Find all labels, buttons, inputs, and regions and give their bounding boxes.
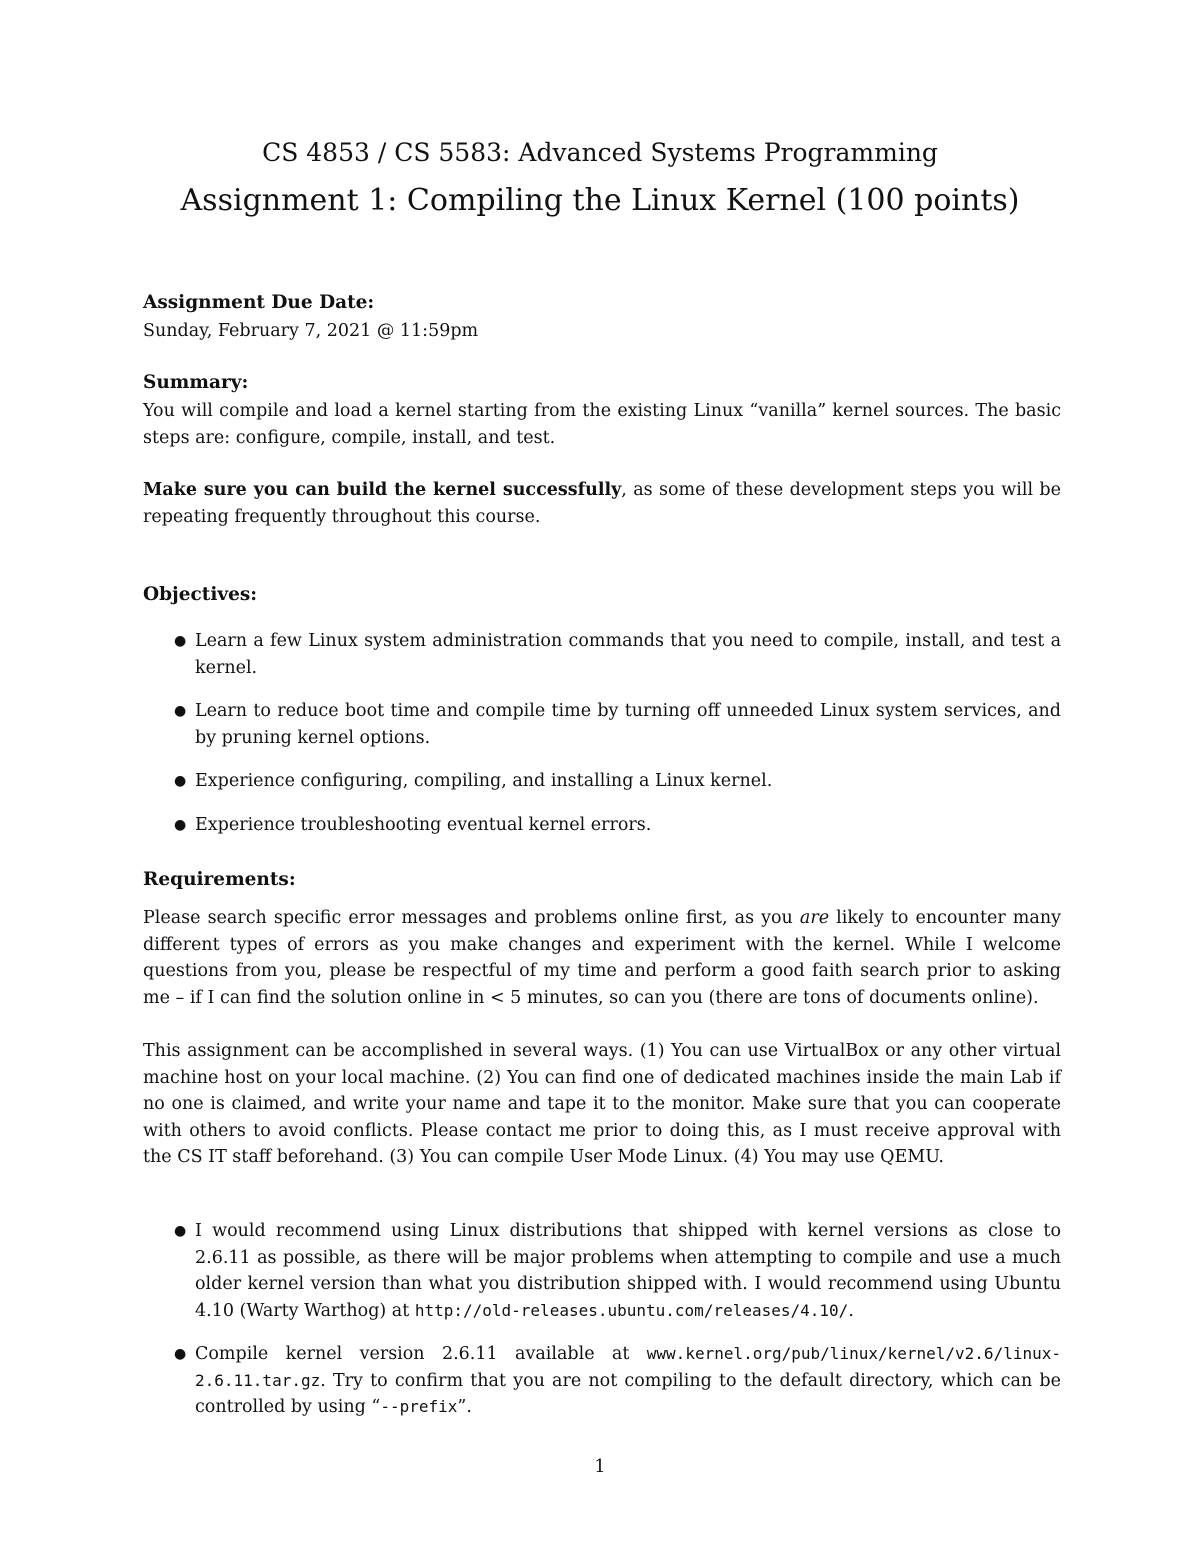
summary-rest-text: , as some of these development steps you will be repeating frequently throughout this course. <box>143 480 1061 527</box>
list-item: ● Learn a few Linux system administration commands that you need to compile, install, and test a kernel. <box>143 628 1061 681</box>
ubuntu-release-url[interactable]: http://old-releases.ubuntu.com/releases/4.10/ <box>414 1300 849 1320</box>
due-date-heading: Assignment Due Date: <box>143 292 375 313</box>
assignment-title: Assignment 1: Compiling the Linux Kernel (100 points) <box>180 183 1020 218</box>
requirements-paragraph-2: This assignment can be accomplished in several ways. (1) You can use VirtualBox or any other virtual machine host on your local machine. (2) You can find one of dedicated machines inside the main Lab if no one is claimed, and write your name and tape it to the monitor. Make sure that you can cooperate with others to avoid conflicts. Please contact me prior to doing this, as I must receive approval with the CS IT staff beforehand. (3) You can compile User Mode Linux. (4) You may use QEMU. <box>143 1041 1061 1167</box>
list-item: ● Compile kernel version 2.6.11 available at www.kernel.org/pub/linux/kernel/v2.6/linux-2.6.11.tar.gz. Try to confirm that you are not compiling to the default directory, which can be controlled by using “--prefix”. <box>143 1341 1061 1421</box>
list-item: ● Experience troubleshooting eventual kernel errors. <box>143 812 1061 839</box>
summary-emphasis-paragraph <box>143 477 1061 530</box>
requirements-paragraph-1: Please search specific error messages and problems online first, as you are likely to encounter many different types of errors as you make changes and experiment with the kernel. While I welcome questions from you, please be respectful of my time and perform a good faith search prior to asking me – if I can find the solution online in < 5 minutes, so can you (there are tons of documents online). <box>143 908 1061 1008</box>
due-date-text: Sunday, February 7, 2021 @ 11:59pm <box>143 321 479 341</box>
requirements-list <box>143 1218 1061 1438</box>
bullet-icon: ● <box>174 773 187 789</box>
kernel-source-url[interactable]: www.kernel.org/pub/linux/kernel/v2.6/linux-2.6.11.tar.gz <box>195 1344 1061 1390</box>
list-item: ● Experience configuring, compiling, and installing a Linux kernel. <box>143 768 1061 795</box>
bullet-icon: ● <box>174 816 187 833</box>
bullet-icon: ● <box>174 1223 187 1239</box>
summary-heading: Summary: <box>143 372 249 393</box>
bullet-icon: ● <box>174 1346 187 1362</box>
objectives-heading: Objectives: <box>143 584 258 605</box>
requirements-heading: Requirements: <box>143 869 296 890</box>
list-item: ● Learn to reduce boot time and compile time by turning off unneeded Linux system services, and by pruning kernel options. <box>143 698 1061 751</box>
list-item: ● I would recommend using Linux distributions that shipped with kernel versions as close to 2.6.11 as possible, as there will be major problems when attempting to compile and use a much older kernel version than what you distribution shipped with. I would recommend using Ubuntu 4.10 (Warty Warthog) at http://old-releases.ubuntu.com/releases/4.10/. <box>143 1218 1061 1324</box>
summary-bold-phrase: Make sure you can build the kernel successfully <box>143 480 622 500</box>
prefix-option: --prefix <box>380 1397 458 1416</box>
page-number: 1 <box>594 1457 606 1477</box>
objectives-list <box>143 628 1061 855</box>
bullet-icon: ● <box>174 703 187 719</box>
course-title: CS 4853 / CS 5583: Advanced Systems Programming <box>262 138 938 167</box>
bullet-icon: ● <box>174 633 187 649</box>
summary-paragraph: You will compile and load a kernel starting from the existing Linux “vanilla” kernel sources. The basic steps are: configure, compile, install, and test. <box>143 401 1061 448</box>
